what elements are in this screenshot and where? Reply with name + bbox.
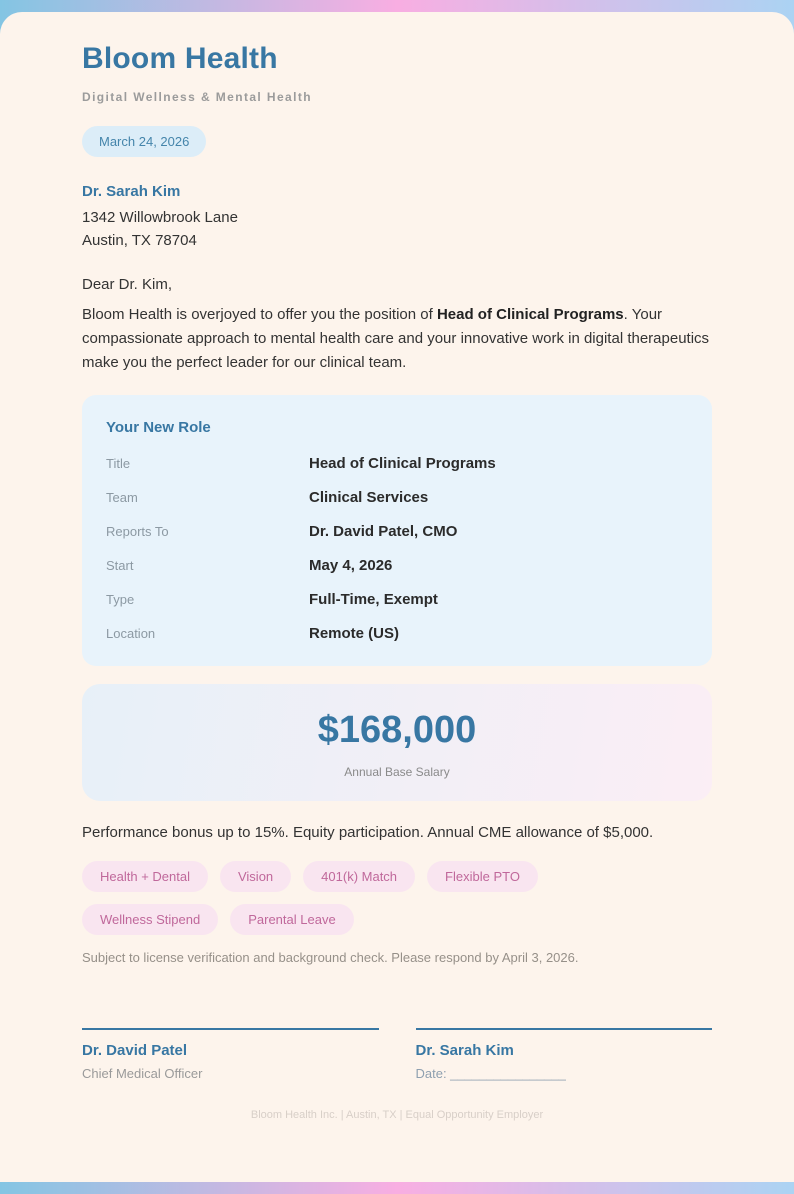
role-card [82,395,712,666]
role-row-label: Title [106,456,131,471]
role-row-value: Full-Time, Exempt [309,591,438,608]
signature-right-name: Dr. Sarah Kim [415,1042,514,1059]
salary-card [82,684,712,801]
fine-print: Subject to license verification and background check. Please respond by April 3, 2026. [82,950,579,965]
recipient-block [82,180,712,252]
role-row-label: Team [106,490,138,505]
recipient-name: Dr. Sarah Kim [82,183,181,200]
salutation: Dear Dr. Kim, [82,276,173,293]
benefit-chip: 401(k) Match [303,861,415,892]
intro-text-after: . Your compassionate approach to mental health care and your innovative work in digital therapeutics make you the perfect leader for our clinical team. [82,306,710,371]
signature-block [82,1028,712,1081]
benefit-chip: Vision [220,861,291,892]
role-row-label: Reports To [106,524,169,539]
intro-text-before: Bloom Health is overjoyed to offer you the position of [82,306,437,323]
benefit-chips [82,861,642,935]
role-row-label: Start [106,558,134,573]
signature-left-name: Dr. David Patel [82,1042,188,1059]
benefit-chip: Health + Dental [82,861,208,892]
recipient-address-line2: Austin, TX 78704 [82,232,197,249]
letter-sheet [0,12,794,1182]
signature-left-title: Chief Medical Officer [82,1066,203,1081]
role-row-label: Type [106,592,135,607]
signature-left [82,1028,379,1081]
company-tagline: Digital Wellness & Mental Health [82,90,312,104]
signature-date-line: Date: ________________ [415,1066,566,1081]
intro-position-bold: Head of Clinical Programs [436,306,624,323]
role-row-value: Clinical Services [309,489,429,506]
role-row-value: May 4, 2026 [309,557,393,574]
role-card-title: Your New Role [106,419,211,436]
role-row [106,591,688,608]
footer-text: Bloom Health Inc. | Austin, TX | Equal Opportunity Employer [250,1109,544,1121]
role-row [106,489,688,506]
role-row [106,625,688,642]
role-row-value: Head of Clinical Programs [309,455,496,472]
role-row-value: Remote (US) [309,625,400,642]
salary-caption: Annual Base Salary [344,765,450,779]
date-badge: March 24, 2026 [82,126,206,157]
salary-amount: $168,000 [317,709,477,751]
role-row [106,523,688,540]
benefit-chip: Parental Leave [230,904,353,935]
benefit-chip: Flexible PTO [427,861,538,892]
compensation-note: Performance bonus up to 15%. Equity participation. Annual CME allowance of $5,000. [82,824,654,841]
role-row-value: Dr. David Patel, CMO [309,523,458,540]
intro-paragraph [82,303,712,375]
role-rows [106,455,688,642]
role-row [106,455,688,472]
role-row-label: Location [106,626,156,641]
benefit-chip: Wellness Stipend [82,904,218,935]
signature-right [416,1028,713,1081]
role-row [106,557,688,574]
recipient-address-line1: 1342 Willowbrook Lane [82,209,238,226]
company-name: Bloom Health [82,42,278,75]
